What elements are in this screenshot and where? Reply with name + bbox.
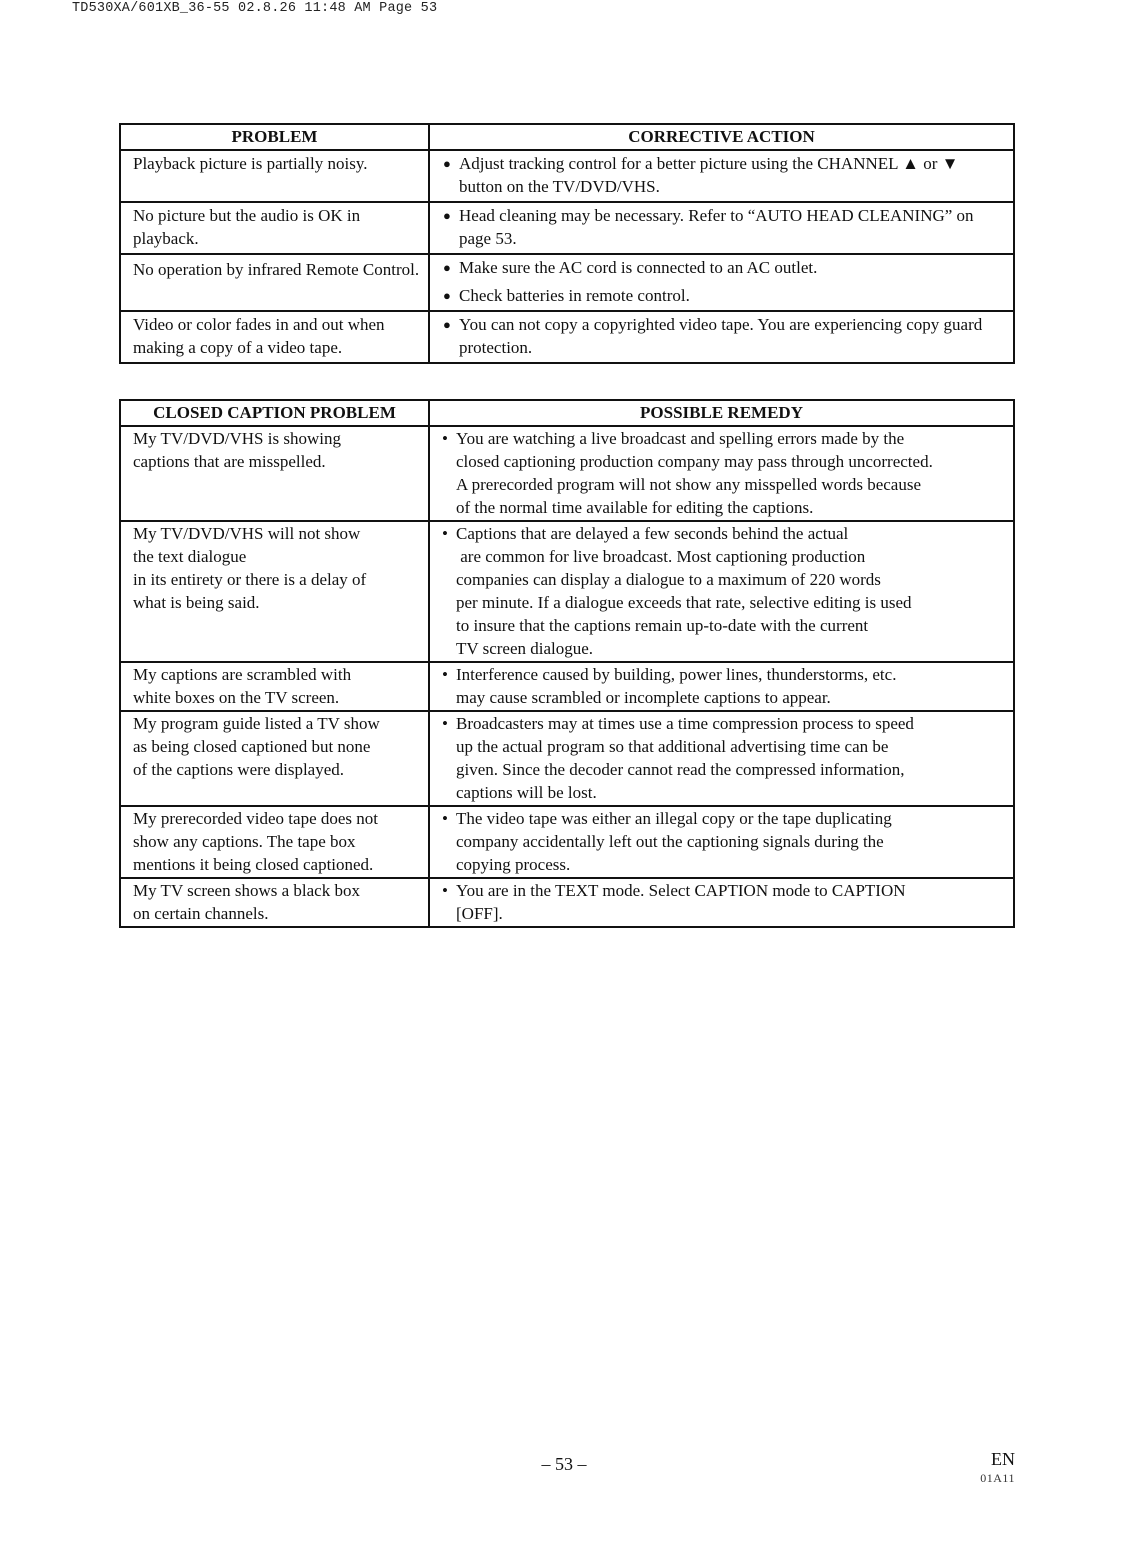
print-header: TD530XA/601XB_36-55 02.8.26 11:48 AM Page 53 xyxy=(72,1,438,16)
bullet-icon: ● xyxy=(443,288,451,303)
remedy-cell xyxy=(429,878,1014,927)
remedy-item xyxy=(442,807,1007,876)
remedy-cell xyxy=(429,426,1014,521)
remedy-line: to insure that the captions remain up-to-date with the current xyxy=(456,616,869,635)
problem-cell xyxy=(120,878,429,927)
remedy-line: up the actual program so that additional advertising time can be xyxy=(456,737,889,756)
problem-line: show any captions. The tape box xyxy=(133,832,356,851)
problem-line: My TV/DVD/VHS is showing xyxy=(133,429,341,448)
problem-line: My program guide listed a TV show xyxy=(133,714,380,733)
remedy-line: [OFF]. xyxy=(456,904,503,923)
remedy-line: The video tape was either an illegal copy or the tape duplicating xyxy=(456,809,892,828)
remedy-line: Interference caused by building, power lines, thunderstorms, etc. xyxy=(456,665,897,684)
remedy-line: are common for live broadcast. Most captioning production xyxy=(456,547,866,566)
problem-cell: Playback picture is partially noisy. xyxy=(120,150,429,202)
remedy-cell xyxy=(429,521,1014,662)
bullet-icon: • xyxy=(442,809,448,828)
remedy-line: of the normal time available for editing the captions. xyxy=(456,498,814,517)
bullet-icon: ● xyxy=(443,156,451,171)
remedy-line: given. Since the decoder cannot read the compressed information, xyxy=(456,760,905,779)
remedy-line: TV screen dialogue. xyxy=(456,639,594,658)
problem-cell: Video or color fades in and out when making a copy of a video tape. xyxy=(120,311,429,363)
action-item xyxy=(442,313,1005,359)
column-header-problem: PROBLEM xyxy=(120,124,429,150)
action-cell xyxy=(429,202,1014,254)
page-number: – 53 – xyxy=(541,1454,587,1474)
column-header-closed-caption-problem: CLOSED CAPTION PROBLEM xyxy=(120,400,429,426)
problem-line: what is being said. xyxy=(133,593,260,612)
remedy-line: A prerecorded program will not show any misspelled words because xyxy=(456,475,922,494)
problem-cell: No picture but the audio is OK in playback. xyxy=(120,202,429,254)
action-text: Make sure the AC cord is connected to an AC outlet. xyxy=(459,258,818,277)
table-row xyxy=(120,202,1014,254)
table-row xyxy=(120,662,1014,711)
problem-line: in its entirety or there is a delay of xyxy=(133,570,367,589)
bullet-icon: • xyxy=(442,665,448,684)
closed-caption-table xyxy=(119,399,1015,928)
table-row xyxy=(120,254,1014,311)
table-row xyxy=(120,311,1014,363)
remedy-cell xyxy=(429,806,1014,878)
remedy-item xyxy=(442,522,1007,660)
problem-cell xyxy=(120,521,429,662)
problem-cell xyxy=(120,806,429,878)
table-header-row xyxy=(120,400,1014,426)
remedy-line: may cause scrambled or incomplete captions to appear. xyxy=(456,688,831,707)
problem-line: My captions are scrambled with xyxy=(133,665,352,684)
action-text: You can not copy a copyrighted video tape. You are experiencing copy guard protection. xyxy=(459,315,983,357)
action-text: Adjust tracking control for a better picture using the CHANNEL ▲ or ▼ button on the TV/DVD/VHS. xyxy=(459,154,959,196)
action-item xyxy=(442,284,1005,307)
action-item xyxy=(442,256,1005,279)
action-cell xyxy=(429,150,1014,202)
remedy-cell xyxy=(429,711,1014,806)
bullet-icon: ● xyxy=(443,317,451,332)
problem-line: My TV screen shows a black box xyxy=(133,881,360,900)
remedy-line: per minute. If a dialogue exceeds that rate, selective editing is used xyxy=(456,593,912,612)
bullet-icon: • xyxy=(442,524,448,543)
bullet-icon: • xyxy=(442,429,448,448)
problem-line: as being closed captioned but none xyxy=(133,737,371,756)
troubleshooting-table xyxy=(119,123,1015,364)
action-text: Head cleaning may be necessary. Refer to “AUTO HEAD CLEANING” on page 53. xyxy=(459,206,974,248)
remedy-line: closed captioning production company may pass through uncorrected. xyxy=(456,452,933,471)
table-header-row xyxy=(120,124,1014,150)
table-row xyxy=(120,711,1014,806)
document-code: 01A11 xyxy=(980,1471,1015,1485)
remedy-cell xyxy=(429,662,1014,711)
remedy-line: companies can display a dialogue to a maximum of 220 words xyxy=(456,570,881,589)
remedy-line: You are in the TEXT mode. Select CAPTION mode to CAPTION xyxy=(456,881,906,900)
action-cell xyxy=(429,311,1014,363)
problem-cell: No operation by infrared Remote Control. xyxy=(120,254,429,311)
remedy-line: captions will be lost. xyxy=(456,783,597,802)
problem-line: My prerecorded video tape does not xyxy=(133,809,378,828)
column-header-corrective-action: CORRECTIVE ACTION xyxy=(429,124,1014,150)
column-header-possible-remedy: POSSIBLE REMEDY xyxy=(429,400,1014,426)
action-item xyxy=(442,204,1005,250)
table-row xyxy=(120,150,1014,202)
table-row xyxy=(120,521,1014,662)
problem-cell xyxy=(120,426,429,521)
remedy-line: copying process. xyxy=(456,855,571,874)
remedy-item xyxy=(442,427,1007,519)
problem-line: mentions it being closed captioned. xyxy=(133,855,374,874)
problem-line: white boxes on the TV screen. xyxy=(133,688,340,707)
problem-line: My TV/DVD/VHS will not show xyxy=(133,524,361,543)
table-row xyxy=(120,426,1014,521)
remedy-line: Broadcasters may at times use a time compression process to speed xyxy=(456,714,914,733)
action-text: Check batteries in remote control. xyxy=(459,286,690,305)
table-row xyxy=(120,878,1014,927)
bullet-icon: • xyxy=(442,714,448,733)
action-item xyxy=(442,152,1005,198)
table-row xyxy=(120,806,1014,878)
remedy-item xyxy=(442,712,1007,804)
remedy-item xyxy=(442,879,1007,925)
problem-line: captions that are misspelled. xyxy=(133,452,326,471)
problem-line: the text dialogue xyxy=(133,547,247,566)
remedy-line: You are watching a live broadcast and spelling errors made by the xyxy=(456,429,905,448)
problem-line: on certain channels. xyxy=(133,904,269,923)
bullet-icon: ● xyxy=(443,208,451,223)
bullet-icon: ● xyxy=(443,260,451,275)
action-cell xyxy=(429,254,1014,311)
remedy-item xyxy=(442,663,1007,709)
bullet-icon: • xyxy=(442,881,448,900)
language-code: EN xyxy=(991,1449,1015,1469)
remedy-line: company accidentally left out the captioning signals during the xyxy=(456,832,884,851)
problem-line: of the captions were displayed. xyxy=(133,760,345,779)
remedy-line: Captions that are delayed a few seconds behind the actual xyxy=(456,524,849,543)
problem-cell xyxy=(120,662,429,711)
problem-cell xyxy=(120,711,429,806)
